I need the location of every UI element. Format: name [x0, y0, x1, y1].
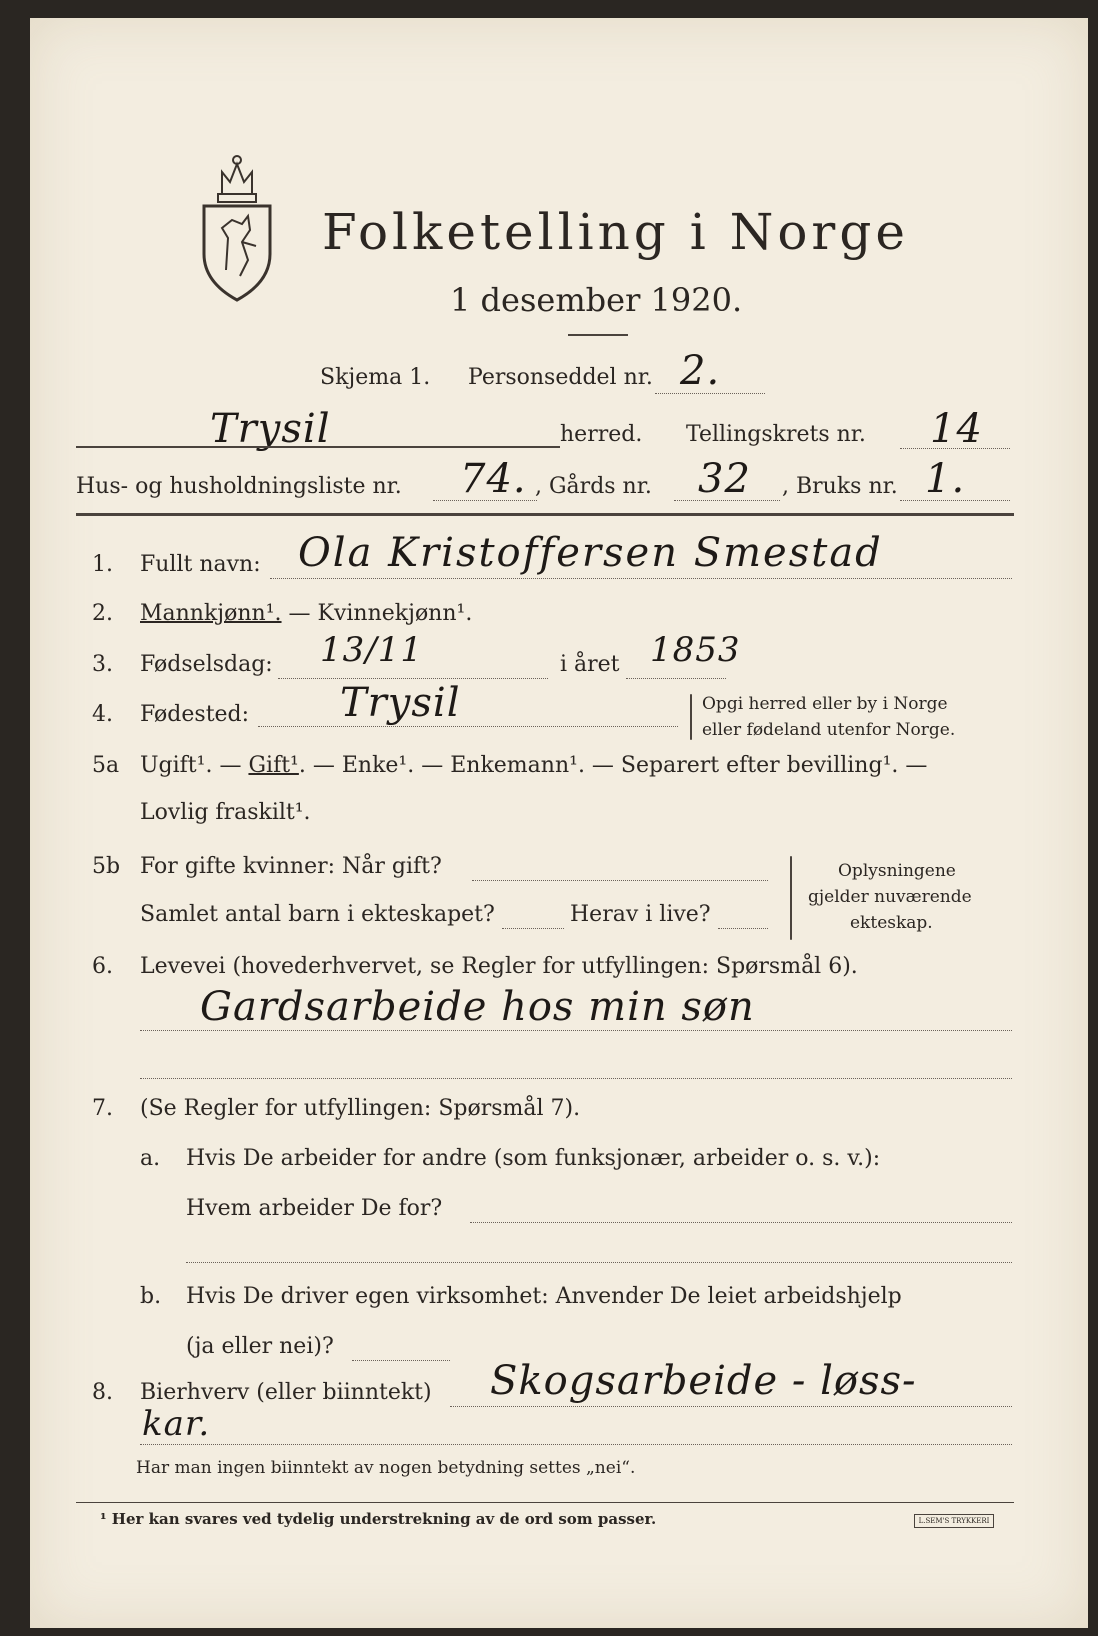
q4-birthplace-value: Trysil	[340, 680, 461, 726]
q8-line2	[140, 1444, 1012, 1445]
q8-line1	[450, 1406, 1012, 1407]
gards-value: 32	[698, 456, 751, 502]
coat-of-arms-icon	[198, 150, 276, 302]
personseddel-label: Personseddel nr.	[468, 365, 653, 390]
tellingskrets-value: 14	[930, 406, 983, 452]
schema-label: Skjema 1.	[320, 365, 431, 390]
q7b-line1: Hvis De driver egen virksomhet: Anvender De leiet arbeidshjelp	[186, 1284, 902, 1309]
q8-side-income-value2: kar.	[142, 1404, 211, 1444]
q5a-gift-option: Gift¹	[248, 753, 299, 778]
q4-brace	[690, 694, 692, 740]
q4-note-line1: Opgi herred eller by i Norge	[702, 694, 948, 714]
q4-label: Fødested:	[140, 702, 250, 727]
q3-year-label: i året	[560, 652, 620, 677]
q2-number: 2.	[92, 601, 113, 626]
q6-line2	[140, 1078, 1012, 1079]
gards-label: , Gårds nr.	[535, 474, 652, 499]
q4-number: 4.	[92, 702, 113, 727]
q5b-brace	[790, 856, 792, 940]
printer-stamp: L.SEM'S TRYKKERI	[914, 1514, 994, 1528]
q3-label: Fødselsdag:	[140, 652, 273, 677]
tellingskrets-label: Tellingskrets nr.	[686, 422, 866, 447]
hus-line	[433, 500, 537, 501]
q5b-note-line2: gjelder nuværende	[808, 887, 972, 907]
q5a-other-options: . — Enke¹. — Enkemann¹. — Separert efter bevilling¹. —	[298, 753, 928, 778]
q7b-letter: b.	[140, 1284, 162, 1309]
q5b-number: 5b	[92, 854, 121, 879]
q2-gender-options	[140, 601, 472, 626]
q5b-when-line	[472, 880, 768, 881]
herred-value: Trysil	[210, 406, 331, 452]
q3-birthday-value: 13/11	[320, 630, 423, 670]
q1-full-name-value: Ola Kristoffersen Smestad	[298, 530, 883, 576]
q7a-employer-line	[470, 1222, 1012, 1223]
herred-line	[76, 446, 560, 448]
q5b-children-alive: Herav i live?	[570, 902, 711, 927]
bottom-note: Har man ingen biinntekt av nogen betydning settes „nei“.	[136, 1458, 636, 1478]
q5b-note-line1: Oplysningene	[838, 861, 956, 881]
q6-occupation-value: Gardsarbeide hos min søn	[200, 984, 755, 1030]
q7b-line2: (ja eller nei)?	[186, 1334, 334, 1359]
q5a-ugift-option: Ugift¹. —	[140, 753, 249, 778]
census-form-page	[30, 18, 1088, 1628]
q1-label: Fullt navn:	[140, 552, 261, 577]
bruks-value: 1.	[925, 456, 966, 502]
hus-label: Hus- og husholdningsliste nr.	[76, 474, 402, 499]
q3-year-value: 1853	[650, 630, 741, 670]
q1-line	[270, 578, 1012, 579]
q6-label: Levevei (hovederhvervet, se Regler for utfyllingen: Spørsmål 6).	[140, 954, 858, 979]
personseddel-value: 2.	[680, 348, 721, 394]
q5b-note-line3: ekteskap.	[850, 913, 933, 933]
footnote-divider	[76, 1502, 1014, 1503]
q4-note-line2: eller fødeland utenfor Norge.	[702, 720, 956, 740]
q5a-number: 5a	[92, 753, 120, 778]
q5b-children-line	[502, 928, 564, 929]
herred-label: herred.	[560, 422, 643, 447]
q1-number: 1.	[92, 552, 113, 577]
q5b-alive-line	[718, 928, 768, 929]
bruks-line	[900, 500, 1010, 501]
q4-line	[258, 726, 678, 727]
q7a-extra-line	[186, 1262, 1012, 1263]
census-date: 1 desember 1920.	[450, 281, 743, 319]
q8-label: Bierhverv (eller biinntekt)	[140, 1380, 432, 1405]
tellingskrets-line	[900, 448, 1010, 449]
title-divider	[568, 334, 628, 336]
q2-separator: —	[281, 601, 318, 626]
q5b-when-married: For gifte kvinner: Når gift?	[140, 854, 442, 879]
bruks-label: , Bruks nr.	[782, 474, 898, 499]
q5a-fraskilt-option: Lovlig fraskilt¹.	[140, 800, 311, 825]
q7a-line1: Hvis De arbeider for andre (som funksjonær, arbeider o. s. v.):	[186, 1146, 881, 1171]
q3-line	[278, 678, 548, 679]
q5a-marital-options	[140, 753, 927, 778]
gards-line	[674, 500, 780, 501]
form-title: Folketelling i Norge	[322, 203, 909, 261]
q6-line1	[140, 1030, 1012, 1031]
q8-side-income-value1: Skogsarbeide - løss-	[490, 1358, 917, 1404]
header-divider	[76, 513, 1014, 516]
q2-male-option: Mannkjønn¹.	[140, 601, 282, 626]
q8-number: 8.	[92, 1380, 113, 1405]
q7-number: 7.	[92, 1096, 113, 1121]
q7a-line2: Hvem arbeider De for?	[186, 1196, 443, 1221]
footnote: ¹ Her kan svares ved tydelig understrekning av de ord som passer.	[100, 1510, 657, 1528]
q7b-answer-line	[352, 1360, 450, 1361]
q3-year-line	[626, 678, 726, 679]
hus-value: 74.	[460, 456, 527, 502]
q7-label: (Se Regler for utfyllingen: Spørsmål 7).	[140, 1096, 581, 1121]
q7a-letter: a.	[140, 1146, 161, 1171]
q6-number: 6.	[92, 954, 113, 979]
q3-number: 3.	[92, 652, 113, 677]
q2-female-option: Kvinnekjønn¹.	[317, 601, 473, 626]
q5b-children-total: Samlet antal barn i ekteskapet?	[140, 902, 495, 927]
personseddel-line	[655, 393, 765, 394]
